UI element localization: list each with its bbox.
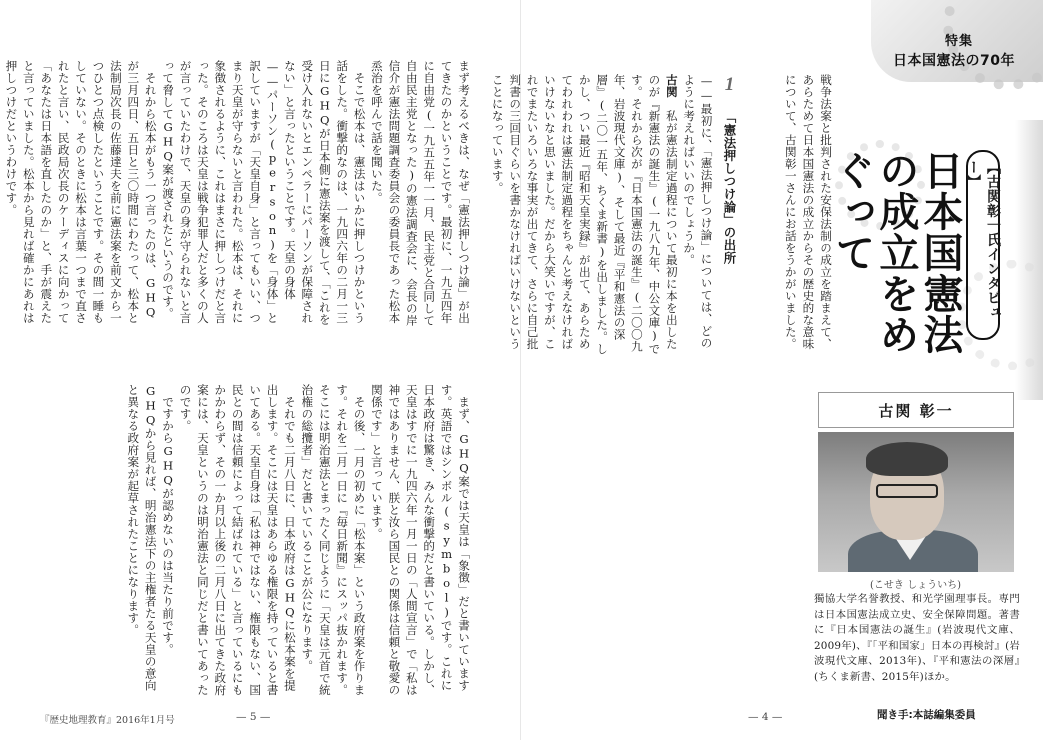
paragraph: ですからGHQが認めないのは当たり前です。GHQから見れば、明治憲法下の主権者たる天皇の意向と異なる政府案が起草されたことになります。 xyxy=(126,384,176,692)
photo-hair xyxy=(866,442,948,476)
interview-label: 【古関彰一氏インタビュー】 xyxy=(966,150,1000,340)
author-bio: 獨協大学名誉教授、和光学園理事長。専門は日本国憲法成立史、安全保障問題。著書に『日本国憲法の誕生』(岩波現代文庫、2009年)、『「平和国家」日本の再検討』(岩波現代文庫、2013年)、『平和憲法の深層』(ちくま新書、2015年)ほか。 xyxy=(814,593,1020,683)
body-text-left-upper xyxy=(4,60,472,328)
photo-glasses xyxy=(876,484,938,498)
speaker-name: 古関 xyxy=(664,74,679,98)
section-title: 「憲法押しつけ論」の出所 xyxy=(722,110,737,265)
left-page xyxy=(0,0,521,740)
interviewer-credit: 聞き手:本誌編集委員 xyxy=(877,709,976,721)
paragraph: まず、GHQ案では天皇は「象徴」だと書いていますす。英語ではシンボル(symbol)です。これに日本政府は驚き、みんな衝撃的だと書いている。しかし、天皇はすでに一九四六年一月一日の「人間宣言」で「私は神ではありません、朕と汝ら国民との関係は信頼と敬愛の関係です」と言っています。 xyxy=(369,384,471,696)
feature-label: 特集 xyxy=(944,34,973,49)
answer-paragraph xyxy=(488,74,679,356)
page-number-right: — 4 — xyxy=(748,711,783,723)
answer-text: 私が憲法制定過程について最初に本を出したのが『新憲法の誕生』(一九八九年、中公文庫)です。それから次が『日本国憲法の誕生』(二〇〇九年、岩波現代文庫)、そして最近『平和憲法の深層』(二〇一五年、ちくま新書)を出しました。しかし、つい最近『昭和天皇実録』が出て、あらためてわれわれは憲法制定過程をちゃんと考えなければいけないなと思いました。だから大笑いですが、これでまたいろいろな事実が出てきて、さらに自己批判書の三回目ぐらいを書かなければいけないということになっています。 xyxy=(490,74,679,355)
paragraph: それでも二月八日に、日本政府はGHQに松本案を提出します。そこには天皇はあらゆる権限を持っていると書いてある。天皇自身は「私は神ではない、権限もない、国民との間は信頼によって結ばれている」と言っているにもかかわらず、その一か月以上後の二月八日に出てきた政府案には、天皇というのは明治憲法と同じだと書いてあったのです。 xyxy=(178,384,297,696)
body-text-right-upper xyxy=(490,74,740,356)
paragraph: その後、一月の初めに「松本案」という政府案を作ります。それを二月一日に『毎日新聞』にスッパ抜かれます。そこには明治憲法とまったく同じように「天皇は元首で統治権の総攬者」だと書いていることが公になります。 xyxy=(300,384,367,696)
question-paragraph: ——最初に、「憲法押しつけ論」については、どのように考えればいいのでしょうか。 xyxy=(682,74,714,349)
article-lead: 戦争法案と批判された安保法制の成立を踏まえて、あらためて日本国憲法の成立からその歴史的な意味について、古関彰一さんにお話をうかがいました。 xyxy=(783,74,833,350)
page-number-left: — 5 — xyxy=(236,711,271,723)
paragraph: まず考えるべきは、なぜ「憲法押しつけ論」が出てきたのかということです。最初に、一九五四年に自由党(一九五五年一一月、民主党と合同して自由民主党となった)の憲法調査会に、会長の岸信介が憲法問題調査委員会の委員長であった松本烝治を呼んで話を聞いた。 xyxy=(369,60,471,327)
journal-footer: 『歴史地理教育』2016年1月号 xyxy=(40,715,175,726)
article-title: 日本国憲法の成立をめぐって xyxy=(829,150,963,355)
feature-title: 日本国憲法の70年 xyxy=(893,53,1015,69)
section-heading xyxy=(721,74,738,356)
paragraph: そこで松本は、憲法はいかに押しつけかという話をした。衝撃的なのは、一九四六年の二月一三日にGHQが日本側に憲法案を渡して、「これを受け入れないとエンペラーにパーソンが保障されない」と言ったということです。天皇の身体——パーソン(person)を「身体」と訳していますが「天皇自身」と言ってもいい、つまり天皇が守らないと言われた。松本は、それに象徴されるように、これはまさに押しつけだと言った。そのころは天皇は戦争犯罪人だと多くの人が言っていたわけで、天皇の身が守られないと言って脅してGHQ案が渡されたというのです。 xyxy=(161,60,367,326)
author-reading: (こせき しょういち) xyxy=(870,580,961,591)
author-name-box: 古関 彰一 xyxy=(818,392,1014,428)
section-number: 1 xyxy=(719,74,740,96)
paragraph: それから松本がもう一つ言ったのは、GHQが三月四日、五日と三〇時間にわたって、松本と法制局次長の佐藤達夫を前に憲法案を前文から一つひとつ点検したということです。その間一睡もしていない。そのときに松本は言葉一つまで直されたと言い、民政局次長のケーディスに向かって「あなたは日本語を直したのか」と、手が震えたと言っていました。松本から見れば確かにあれは押しつけだというわけです。 xyxy=(4,60,158,324)
body-text-left-lower xyxy=(40,384,472,696)
author-photo xyxy=(818,432,1014,572)
